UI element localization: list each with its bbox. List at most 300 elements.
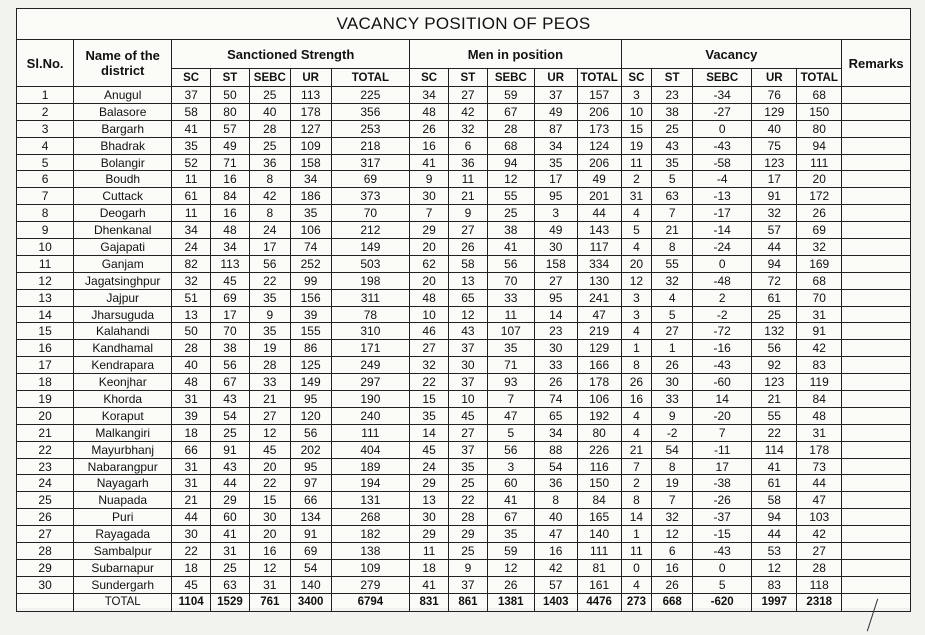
table-cell: 14: [621, 509, 652, 526]
table-cell: 24: [172, 239, 211, 256]
table-cell: 40: [172, 357, 211, 374]
table-cell: 27: [449, 87, 488, 104]
district-name: Puri: [74, 509, 172, 526]
remarks-cell: [842, 543, 911, 560]
table-cell: 14: [534, 306, 577, 323]
table-cell: 21: [249, 391, 290, 408]
table-cell: 41: [410, 154, 449, 171]
table-cell: 5: [487, 424, 534, 441]
remarks-cell: [842, 526, 911, 543]
district-name: Rayagada: [74, 526, 172, 543]
row-number: 19: [17, 391, 74, 408]
table-cell: 33: [534, 357, 577, 374]
table-cell: 114: [752, 441, 797, 458]
table-cell: 17: [211, 306, 250, 323]
table-cell: 18: [410, 559, 449, 576]
table-cell: 83: [797, 357, 842, 374]
sanctioned-col-header: SC: [172, 69, 211, 87]
table-cell: 32: [652, 272, 693, 289]
row-number: 11: [17, 255, 74, 272]
table-cell: 19: [621, 137, 652, 154]
table-cell: 22: [449, 492, 488, 509]
table-cell: 67: [211, 374, 250, 391]
table-cell: 4: [621, 407, 652, 424]
table-cell: 30: [249, 509, 290, 526]
table-cell: 80: [211, 103, 250, 120]
table-cell: 11: [449, 171, 488, 188]
table-cell: 113: [290, 87, 331, 104]
district-name: Deogarh: [74, 205, 172, 222]
table-cell: 212: [331, 222, 410, 239]
table-cell: 41: [752, 458, 797, 475]
table-cell: 178: [577, 374, 621, 391]
total-cell: 1403: [534, 593, 577, 611]
table-cell: 8: [249, 205, 290, 222]
table-cell: 95: [534, 289, 577, 306]
table-cell: 5: [652, 171, 693, 188]
table-cell: 12: [621, 272, 652, 289]
table-cell: 29: [410, 526, 449, 543]
district-name: Boudh: [74, 171, 172, 188]
remarks-cell: [842, 255, 911, 272]
table-cell: 71: [487, 357, 534, 374]
table-cell: 32: [797, 239, 842, 256]
table-cell: 117: [577, 239, 621, 256]
table-cell: 12: [249, 424, 290, 441]
table-cell: 178: [290, 103, 331, 120]
table-cell: 31: [172, 475, 211, 492]
district-name: Ganjam: [74, 255, 172, 272]
row-number: 7: [17, 188, 74, 205]
table-cell: 57: [534, 576, 577, 593]
table-cell: 30: [652, 374, 693, 391]
table-cell: 21: [172, 492, 211, 509]
district-name: Cuttack: [74, 188, 172, 205]
district-name: Jharsuguda: [74, 306, 172, 323]
table-cell: 25: [449, 475, 488, 492]
table-cell: 12: [449, 306, 488, 323]
table-cell: 3: [534, 205, 577, 222]
table-row: [17, 87, 911, 104]
table-cell: 28: [249, 357, 290, 374]
table-cell: 61: [172, 188, 211, 205]
table-cell: 35: [410, 407, 449, 424]
district-name: Sambalpur: [74, 543, 172, 560]
remarks-cell: [842, 492, 911, 509]
table-cell: 13: [449, 272, 488, 289]
table-cell: 21: [449, 188, 488, 205]
table-cell: 41: [487, 239, 534, 256]
table-cell: 18: [172, 424, 211, 441]
row-number: 28: [17, 543, 74, 560]
table-cell: 11: [621, 543, 652, 560]
table-cell: 20: [249, 458, 290, 475]
row-number: 2: [17, 103, 74, 120]
row-number: 12: [17, 272, 74, 289]
table-cell: 26: [534, 374, 577, 391]
table-cell: 253: [331, 120, 410, 137]
table-cell: 118: [797, 576, 842, 593]
table-cell: 157: [577, 87, 621, 104]
sanctioned-col-header: TOTAL: [331, 69, 410, 87]
table-cell: 8: [534, 492, 577, 509]
men-col-header: UR: [534, 69, 577, 87]
table-cell: 111: [331, 424, 410, 441]
table-cell: -43: [693, 357, 752, 374]
row-number: 21: [17, 424, 74, 441]
district-name: Bhadrak: [74, 137, 172, 154]
table-cell: 206: [577, 103, 621, 120]
table-cell: 15: [249, 492, 290, 509]
table-cell: 41: [211, 526, 250, 543]
table-cell: 44: [797, 475, 842, 492]
table-cell: 8: [621, 492, 652, 509]
table-cell: 149: [290, 374, 331, 391]
table-cell: 130: [577, 272, 621, 289]
row-number: 8: [17, 205, 74, 222]
table-cell: 22: [249, 475, 290, 492]
table-cell: 23: [534, 323, 577, 340]
table-cell: 206: [577, 154, 621, 171]
table-cell: 32: [752, 205, 797, 222]
table-cell: 50: [211, 87, 250, 104]
table-cell: 149: [331, 239, 410, 256]
table-cell: 45: [249, 441, 290, 458]
table-cell: 1: [621, 526, 652, 543]
table-cell: 166: [577, 357, 621, 374]
table-cell: 503: [331, 255, 410, 272]
table-cell: 134: [290, 509, 331, 526]
district-name: Khorda: [74, 391, 172, 408]
table-cell: 68: [797, 272, 842, 289]
remarks-cell: [842, 458, 911, 475]
table-cell: 33: [487, 289, 534, 306]
men-col-header: SC: [410, 69, 449, 87]
remarks-cell: [842, 509, 911, 526]
table-cell: 40: [534, 509, 577, 526]
table-cell: 56: [752, 340, 797, 357]
table-row: [17, 340, 911, 357]
table-cell: 47: [487, 407, 534, 424]
table-cell: 150: [797, 103, 842, 120]
table-cell: 65: [534, 407, 577, 424]
table-row: [17, 441, 911, 458]
table-cell: 20: [249, 526, 290, 543]
vacancy-col-header: TOTAL: [797, 69, 842, 87]
table-cell: 9: [652, 407, 693, 424]
table-cell: 35: [249, 289, 290, 306]
table-cell: 45: [410, 441, 449, 458]
table-row: [17, 137, 911, 154]
table-cell: 356: [331, 103, 410, 120]
table-cell: 62: [410, 255, 449, 272]
table-row: [17, 357, 911, 374]
table-cell: 7: [652, 492, 693, 509]
table-cell: 58: [752, 492, 797, 509]
table-cell: 58: [172, 103, 211, 120]
table-row: [17, 374, 911, 391]
district-name: Bolangir: [74, 154, 172, 171]
table-cell: 35: [652, 154, 693, 171]
district-name: Nuapada: [74, 492, 172, 509]
table-cell: 34: [290, 171, 331, 188]
table-cell: 16: [249, 543, 290, 560]
table-cell: 161: [577, 576, 621, 593]
table-cell: -38: [693, 475, 752, 492]
table-cell: 182: [331, 526, 410, 543]
document-page: [16, 8, 911, 608]
table-cell: 94: [752, 509, 797, 526]
table-cell: 50: [172, 323, 211, 340]
table-cell: 56: [249, 255, 290, 272]
table-cell: 73: [797, 458, 842, 475]
men-header: Men in position: [410, 40, 621, 69]
table-cell: 297: [331, 374, 410, 391]
district-name: Jagatsinghpur: [74, 272, 172, 289]
table-cell: 171: [331, 340, 410, 357]
table-cell: 26: [449, 239, 488, 256]
table-cell: 48: [797, 407, 842, 424]
table-row: [17, 306, 911, 323]
table-cell: 52: [172, 154, 211, 171]
row-number: 15: [17, 323, 74, 340]
table-cell: 5: [652, 306, 693, 323]
district-name: Kandhamal: [74, 340, 172, 357]
table-cell: 27: [449, 222, 488, 239]
table-cell: 45: [172, 576, 211, 593]
table-cell: 60: [487, 475, 534, 492]
table-row: [17, 475, 911, 492]
table-cell: 47: [534, 526, 577, 543]
table-cell: 29: [449, 526, 488, 543]
table-cell: 72: [752, 272, 797, 289]
table-cell: 57: [752, 222, 797, 239]
table-cell: 127: [290, 120, 331, 137]
table-cell: 37: [534, 87, 577, 104]
total-cell: -620: [693, 593, 752, 611]
remarks-cell: [842, 323, 911, 340]
table-cell: 22: [249, 272, 290, 289]
table-cell: 26: [797, 205, 842, 222]
table-cell: 219: [577, 323, 621, 340]
remarks-cell: [842, 87, 911, 104]
remarks-cell: [842, 357, 911, 374]
table-cell: 60: [211, 509, 250, 526]
table-cell: 109: [290, 137, 331, 154]
table-cell: 26: [410, 120, 449, 137]
total-cell: 2318: [797, 593, 842, 611]
table-cell: 12: [249, 559, 290, 576]
table-cell: 47: [577, 306, 621, 323]
table-cell: 116: [577, 458, 621, 475]
table-cell: -72: [693, 323, 752, 340]
row-number: 13: [17, 289, 74, 306]
table-cell: 41: [487, 492, 534, 509]
table-cell: 54: [290, 559, 331, 576]
table-cell: 54: [211, 407, 250, 424]
table-cell: 16: [534, 543, 577, 560]
table-cell: 0: [693, 120, 752, 137]
table-cell: 158: [534, 255, 577, 272]
table-cell: 109: [331, 559, 410, 576]
table-cell: 88: [534, 441, 577, 458]
table-cell: 44: [211, 475, 250, 492]
table-cell: 36: [534, 475, 577, 492]
table-cell: 45: [211, 272, 250, 289]
table-cell: 5: [621, 222, 652, 239]
table-cell: 27: [249, 407, 290, 424]
row-number: 10: [17, 239, 74, 256]
table-cell: 43: [211, 391, 250, 408]
table-cell: 20: [410, 272, 449, 289]
table-cell: 87: [534, 120, 577, 137]
table-cell: 3: [621, 87, 652, 104]
district-name: Keonjhar: [74, 374, 172, 391]
table-cell: 10: [449, 391, 488, 408]
vacancy-col-header: UR: [752, 69, 797, 87]
vacancy-col-header: SEBC: [693, 69, 752, 87]
table-cell: 32: [449, 120, 488, 137]
table-cell: 31: [172, 391, 211, 408]
table-cell: 38: [487, 222, 534, 239]
table-cell: 56: [487, 441, 534, 458]
table-cell: 56: [290, 424, 331, 441]
table-cell: 252: [290, 255, 331, 272]
table-cell: 68: [797, 87, 842, 104]
table-cell: 42: [797, 526, 842, 543]
row-number: 4: [17, 137, 74, 154]
table-cell: 47: [797, 492, 842, 509]
table-cell: 91: [290, 526, 331, 543]
total-cell: 1997: [752, 593, 797, 611]
table-cell: 25: [211, 424, 250, 441]
table-cell: 15: [410, 391, 449, 408]
table-cell: 106: [290, 222, 331, 239]
row-number: 27: [17, 526, 74, 543]
table-cell: 279: [331, 576, 410, 593]
table-cell: 36: [249, 154, 290, 171]
table-cell: -2: [652, 424, 693, 441]
table-cell: 37: [449, 374, 488, 391]
table-cell: 404: [331, 441, 410, 458]
row-number: 16: [17, 340, 74, 357]
table-cell: 69: [290, 543, 331, 560]
table-cell: 31: [249, 576, 290, 593]
table-row: [17, 543, 911, 560]
district-name: Nabarangpur: [74, 458, 172, 475]
table-cell: 11: [172, 171, 211, 188]
table-cell: 32: [652, 509, 693, 526]
table-cell: 44: [752, 239, 797, 256]
total-cell: 668: [652, 593, 693, 611]
table-cell: 56: [487, 255, 534, 272]
table-cell: 24: [410, 458, 449, 475]
table-cell: 51: [172, 289, 211, 306]
slno-header: Sl.No.: [17, 40, 74, 87]
table-cell: 2: [621, 475, 652, 492]
table-cell: 240: [331, 407, 410, 424]
table-row: [17, 559, 911, 576]
table-cell: 61: [752, 289, 797, 306]
remarks-cell: [842, 340, 911, 357]
table-cell: 16: [652, 559, 693, 576]
table-cell: 25: [249, 87, 290, 104]
table-cell: 7: [410, 205, 449, 222]
table-cell: 225: [331, 87, 410, 104]
row-number: 30: [17, 576, 74, 593]
table-cell: 111: [797, 154, 842, 171]
table-cell: 49: [534, 222, 577, 239]
table-cell: 94: [797, 137, 842, 154]
table-cell: 35: [249, 323, 290, 340]
table-cell: -4: [693, 171, 752, 188]
table-cell: 34: [172, 222, 211, 239]
table-cell: -16: [693, 340, 752, 357]
table-cell: 40: [752, 120, 797, 137]
row-number: 25: [17, 492, 74, 509]
table-cell: 4: [621, 576, 652, 593]
table-cell: 91: [752, 188, 797, 205]
table-cell: 29: [410, 475, 449, 492]
table-cell: 30: [410, 188, 449, 205]
table-cell: 178: [797, 441, 842, 458]
table-cell: -60: [693, 374, 752, 391]
table-cell: 22: [752, 424, 797, 441]
table-row: [17, 424, 911, 441]
sanctioned-header: Sanctioned Strength: [172, 40, 410, 69]
table-cell: 15: [621, 120, 652, 137]
table-cell: 9: [249, 306, 290, 323]
table-cell: 268: [331, 509, 410, 526]
table-cell: 91: [797, 323, 842, 340]
men-col-header: SEBC: [487, 69, 534, 87]
table-cell: 19: [652, 475, 693, 492]
table-cell: 66: [290, 492, 331, 509]
total-cell: 1529: [211, 593, 250, 611]
table-cell: 25: [652, 120, 693, 137]
table-cell: 23: [652, 87, 693, 104]
table-row: [17, 103, 911, 120]
table-cell: 16: [211, 205, 250, 222]
table-cell: 4: [652, 289, 693, 306]
table-cell: 49: [577, 171, 621, 188]
total-cell: 1381: [487, 593, 534, 611]
table-cell: 6: [449, 137, 488, 154]
table-cell: 20: [410, 239, 449, 256]
table-cell: 3: [621, 289, 652, 306]
table-cell: 94: [487, 154, 534, 171]
table-cell: 22: [410, 374, 449, 391]
table-cell: 84: [797, 391, 842, 408]
table-cell: 27: [449, 424, 488, 441]
table-cell: 13: [410, 492, 449, 509]
table-cell: 1: [652, 340, 693, 357]
table-cell: 31: [797, 424, 842, 441]
table-cell: 39: [172, 407, 211, 424]
table-cell: 120: [290, 407, 331, 424]
total-blank-cell: [17, 593, 74, 611]
table-row: [17, 188, 911, 205]
table-cell: 25: [487, 205, 534, 222]
row-number: 1: [17, 87, 74, 104]
table-cell: 34: [211, 239, 250, 256]
table-cell: 58: [449, 255, 488, 272]
table-cell: 95: [290, 458, 331, 475]
table-cell: 311: [331, 289, 410, 306]
table-cell: 317: [331, 154, 410, 171]
remarks-cell: [842, 475, 911, 492]
row-number: 18: [17, 374, 74, 391]
